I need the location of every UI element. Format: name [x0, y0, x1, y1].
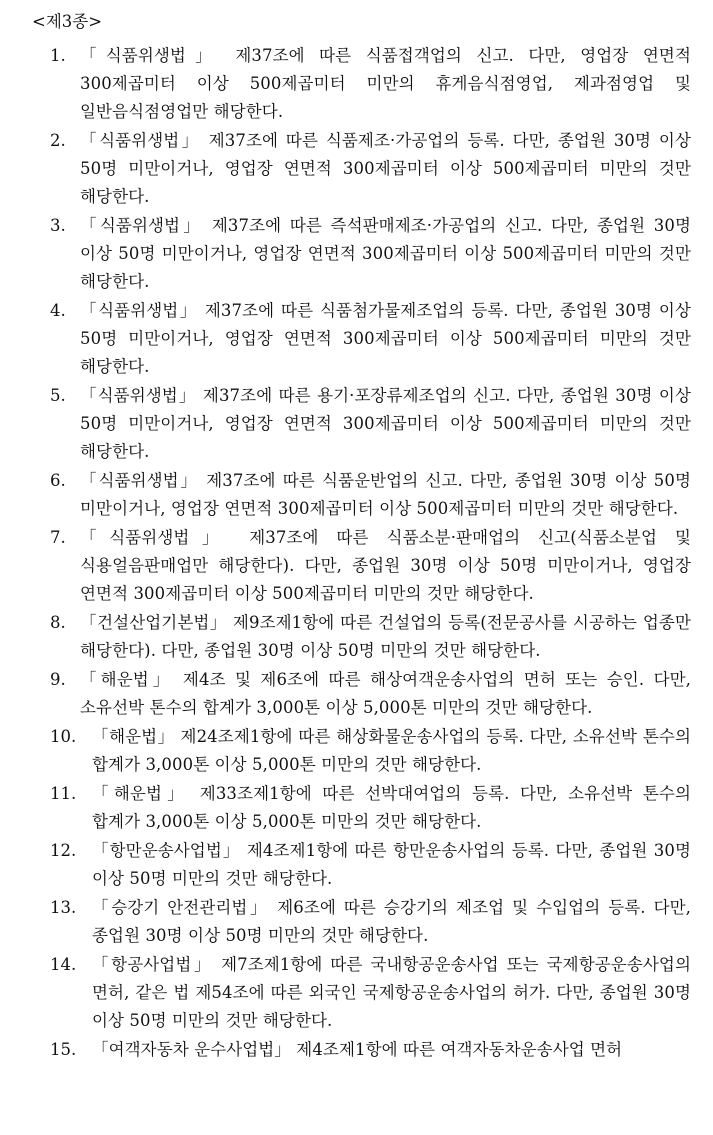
clause-number: 1. — [50, 46, 66, 65]
clause-text: 「항만운송사업법」 제4조제1항에 따른 항만운송사업의 등록. 다만, 종업원 30명 이상 50명 미만의 것만 해당한다. — [92, 841, 691, 888]
clause-text: 「식품위생법」 제37조에 따른 식품운반업의 신고. 다만, 종업원 30명 이상 50명 미만이거나, 영업장 연면적 300제곱미터 이상 500제곱미터 미만의 것만 해당한다. — [80, 471, 691, 518]
clause-item — [32, 467, 691, 523]
clause-text: 「식품위생법」 제37조에 따른 식품접객업의 신고. 다만, 영업장 연면적 300제곱미터 이상 500제곱미터 미만의 휴게음식점영업, 제과점영업 및 일반음식점영업만 해당한다. — [80, 46, 691, 121]
clause-item — [32, 837, 691, 893]
clause-text: 「승강기 안전관리법」 제6조에 따른 승강기의 제조업 및 수입업의 등록. 다만, 종업원 30명 이상 50명 미만의 것만 해당한다. — [92, 898, 691, 945]
clause-text: 「식품위생법」 제37조에 따른 즉석판매제조·가공업의 신고. 다만, 종업원 30명 이상 50명 미만이거나, 영업장 연면적 300제곱미터 이상 500제곱미터 미만의 것만 해당한다. — [80, 216, 691, 291]
clause-number: 14. — [50, 955, 77, 974]
clause-text: 「항공사업법」 제7조제1항에 따른 국내항공운송사업 또는 국제항공운송사업의 면허, 같은 법 제54조에 따른 외국인 국제항공운송사업의 허가. 다만, 종업원 30명 이상 50명 미만의 것만 해당한다. — [92, 955, 691, 1030]
clause-item — [32, 42, 691, 126]
clause-item — [32, 609, 691, 665]
clause-text: 「식품위생법」 제37조에 따른 식품소분·판매업의 신고(식품소분업 및 식용얼음판매업만 해당한다). 다만, 종업원 30명 이상 50명 미만이거나, 영업장 연면적 300제곱미터 이상 500제곱미터 미만의 것만 해당한다. — [80, 528, 691, 603]
clause-text: 「해운법」 제24조제1항에 따른 해상화물운송사업의 등록. 다만, 소유선박 톤수의 합계가 3,000톤 이상 5,000톤 미만의 것만 해당한다. — [92, 727, 691, 774]
clause-item — [32, 894, 691, 950]
clause-item — [32, 723, 691, 779]
clause-item — [32, 297, 691, 381]
clause-text: 「식품위생법」 제37조에 따른 식품첨가물제조업의 등록. 다만, 종업원 30명 이상 50명 미만이거나, 영업장 연면적 300제곱미터 이상 500제곱미터 미만의 것만 해당한다. — [80, 301, 691, 376]
clause-number: 6. — [50, 471, 66, 490]
clause-text: 「식품위생법」 제37조에 따른 식품제조·가공업의 등록. 다만, 종업원 30명 이상 50명 미만이거나, 영업장 연면적 300제곱미터 이상 500제곱미터 미만의 것만 해당한다. — [80, 131, 691, 206]
clause-item — [32, 780, 691, 836]
clause-number: 15. — [50, 1040, 77, 1059]
clause-item — [32, 951, 691, 1035]
clause-number: 10. — [50, 727, 77, 746]
clause-number: 5. — [50, 386, 66, 405]
clause-item — [32, 666, 691, 722]
clause-number: 12. — [50, 841, 77, 860]
clause-number: 2. — [50, 131, 66, 150]
clause-item — [32, 1036, 691, 1064]
clause-list — [32, 42, 691, 1064]
clause-item — [32, 127, 691, 211]
clause-number: 11. — [50, 784, 77, 803]
clause-item — [32, 382, 691, 466]
clause-text: 「식품위생법」 제37조에 따른 용기·포장류제조업의 신고. 다만, 종업원 30명 이상 50명 미만이거나, 영업장 연면적 300제곱미터 이상 500제곱미터 미만의 것만 해당한다. — [80, 386, 691, 461]
clause-item — [32, 524, 691, 608]
section-heading: <제3종> — [32, 12, 103, 31]
clause-text: 「여객자동차 운수사업법」 제4조제1항에 따른 여객자동차운송사업 면허 — [92, 1040, 623, 1059]
clause-number: 4. — [50, 301, 66, 320]
clause-number: 8. — [50, 613, 66, 632]
clause-number: 13. — [50, 898, 77, 917]
clause-number: 9. — [50, 670, 66, 689]
clause-text: 「건설산업기본법」 제9조제1항에 따른 건설업의 등록(전문공사를 시공하는 업종만 해당한다). 다만, 종업원 30명 이상 50명 미만의 것만 해당한다. — [80, 613, 691, 660]
clause-number: 7. — [50, 528, 66, 547]
clause-number: 3. — [50, 216, 66, 235]
clause-text: 「해운법」 제4조 및 제6조에 따른 해상여객운송사업의 면허 또는 승인. 다만, 소유선박 톤수의 합계가 3,000톤 이상 5,000톤 미만의 것만 해당한다. — [80, 670, 691, 717]
clause-text: 「해운법」 제33조제1항에 따른 선박대여업의 등록. 다만, 소유선박 톤수의 합계가 3,000톤 이상 5,000톤 미만의 것만 해당한다. — [92, 784, 691, 831]
clause-item — [32, 212, 691, 296]
